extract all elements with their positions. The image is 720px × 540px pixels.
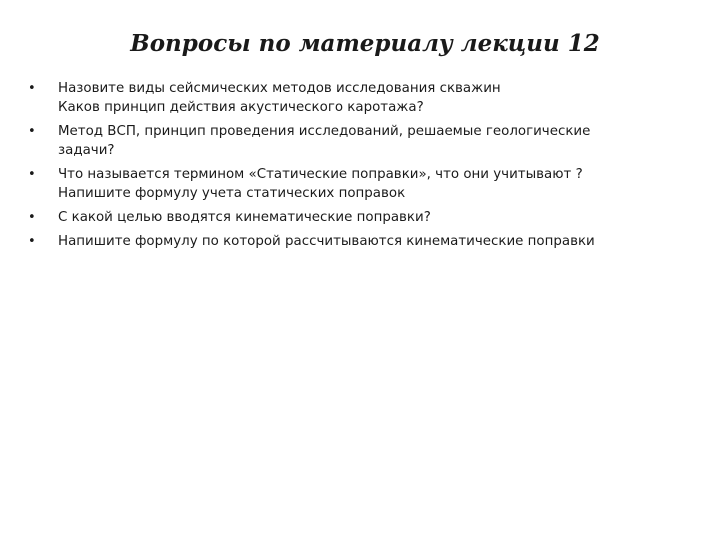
list-item xyxy=(28,208,688,227)
list-item xyxy=(28,232,688,251)
list-item-line: Что называется термином «Статические поправки», что они учитывают ? xyxy=(58,167,583,182)
list-item-line: Напишите формулу по которой рассчитываются кинематические поправки xyxy=(58,234,595,249)
list-item-line: С какой целью вводятся кинематические поправки? xyxy=(58,210,431,225)
list-item xyxy=(28,122,688,160)
list-item-line: Напишите формулу учета статических поправок xyxy=(58,186,406,201)
question-list xyxy=(28,79,688,256)
bullet-icon: • xyxy=(28,81,36,96)
bullet-icon: • xyxy=(28,234,36,249)
bullet-icon: • xyxy=(28,124,36,139)
list-item-line: Назовите виды сейсмических методов исследования скважин xyxy=(58,81,501,96)
list-item xyxy=(28,165,688,203)
slide-title: Вопросы по материалу лекции 12 xyxy=(130,30,600,57)
list-item-line: задачи? xyxy=(58,143,115,158)
list-item-line: Метод ВСП, принцип проведения исследований, решаемые геологические xyxy=(58,124,591,139)
list-item xyxy=(28,79,688,117)
bullet-icon: • xyxy=(28,167,36,182)
bullet-icon: • xyxy=(28,210,36,225)
list-item-line: Каков принцип действия акустического каротажа? xyxy=(58,100,424,115)
